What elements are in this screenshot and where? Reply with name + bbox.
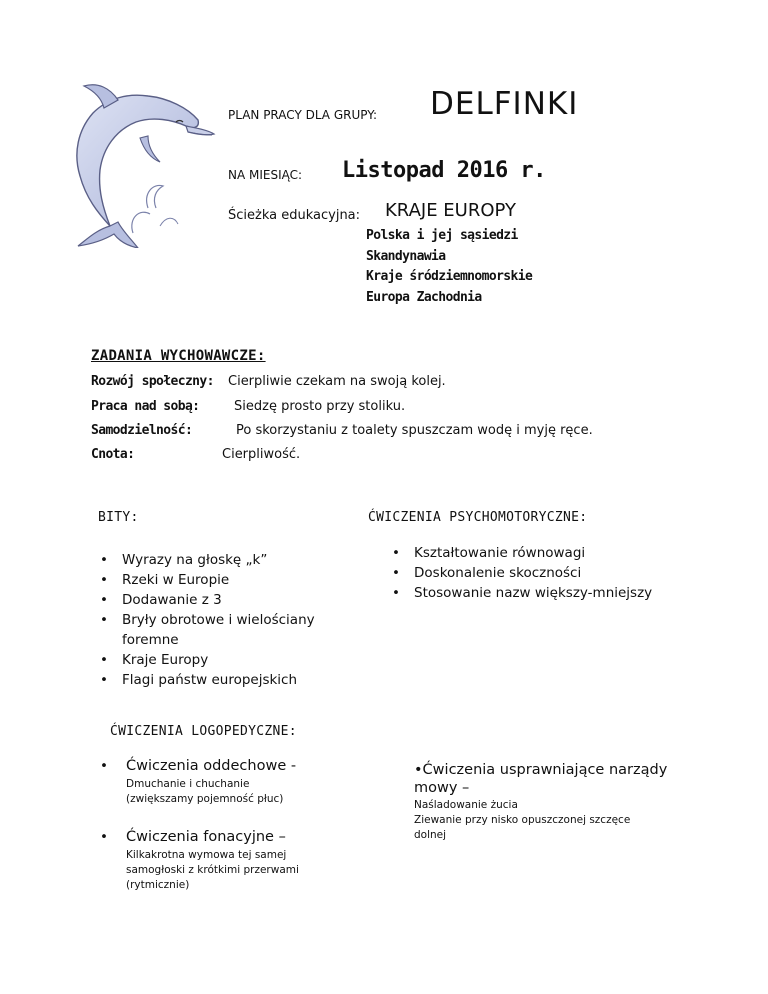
logo-breathing-line: (zwiększamy pojemność płuc) (126, 793, 284, 805)
logo-title: ĆWICZENIA LOGOPEDYCZNE: (110, 724, 297, 739)
list-item: • Kraje Europy (98, 650, 348, 670)
path-label: Ścieżka edukacyjna: (228, 208, 361, 223)
psycho-title: ĆWICZENIA PSYCHOMOTORYCZNE: (368, 510, 588, 525)
logo-organs (414, 762, 714, 843)
logo-organs-line: Ziewanie przy nisko opuszczonej szczęce (414, 814, 631, 826)
bity-title: BITY: (98, 510, 139, 525)
logo-breathing (100, 758, 376, 807)
logo-organs-head: mowy – (414, 780, 470, 796)
dolphin-illustration (48, 58, 218, 248)
logo-phonation (100, 829, 376, 893)
task-key: Rozwój społeczny: (91, 374, 214, 389)
path-topic: Skandynawia (366, 248, 446, 264)
list-item: • Flagi państw europejskich (98, 670, 348, 690)
bity-list (98, 550, 348, 690)
task-value: Cierpliwie czekam na swoją kolej. (228, 374, 446, 389)
month-value: Listopad 2016 r. (342, 158, 546, 183)
list-item: • Rzeki w Europie (98, 570, 348, 590)
logo-organs-line: Naśladowanie żucia (414, 799, 518, 811)
task-key: Cnota: (91, 447, 135, 462)
task-value: Po skorzystaniu z toalety spuszczam wodę i myję ręce. (236, 423, 593, 438)
bullet: • (100, 829, 108, 845)
logo-organs-head: •Ćwiczenia usprawniające narządy (414, 762, 668, 778)
list-item: • Dodawanie z 3 (98, 590, 348, 610)
logo-breathing-line: Dmuchanie i chuchanie (126, 778, 250, 790)
task-key: Samodzielność: (91, 423, 193, 438)
path-topics (366, 226, 532, 308)
path-value: KRAJE EUROPY (385, 200, 516, 221)
list-item: • Bryły obrotowe i wielościany foremne (98, 610, 348, 650)
path-topic: Kraje śródziemnomorskie (366, 269, 533, 284)
group-name: DELFINKI (430, 86, 579, 122)
logo-phonation-line: (rytmicznie) (126, 879, 190, 891)
logo-breathing-head: Ćwiczenia oddechowe - (126, 758, 297, 774)
tasks-title: ZADANIA WYCHOWAWCZE: (91, 348, 266, 364)
path-topic: Europa Zachodnia (366, 289, 482, 305)
list-item: • Doskonalenie skoczności (390, 563, 720, 583)
list-item: • Wyrazy na głoskę „k” (98, 550, 348, 570)
logo-phonation-line: Kilkakrotna wymowa tej samej (126, 849, 287, 861)
task-value: Cierpliwość. (222, 447, 301, 462)
bullet: • (100, 758, 108, 774)
path-topic: Polska i jej sąsiedzi (366, 228, 518, 243)
list-item: • Stosowanie nazw większy-mniejszy (390, 583, 720, 603)
logo-phonation-line: samogłoski z krótkimi przerwami (126, 864, 299, 876)
plan-label: PLAN PRACY DLA GRUPY: (228, 108, 377, 122)
psycho-list (390, 543, 720, 603)
month-label: NA MIESIĄC: (228, 168, 303, 182)
task-key: Praca nad sobą: (91, 399, 200, 414)
list-item: • Kształtowanie równowagi (390, 543, 720, 563)
logo-organs-line: dolnej (414, 829, 447, 841)
task-value: Siedzę prosto przy stoliku. (234, 399, 406, 414)
logo-phonation-head: Ćwiczenia fonacyjne – (126, 829, 286, 845)
